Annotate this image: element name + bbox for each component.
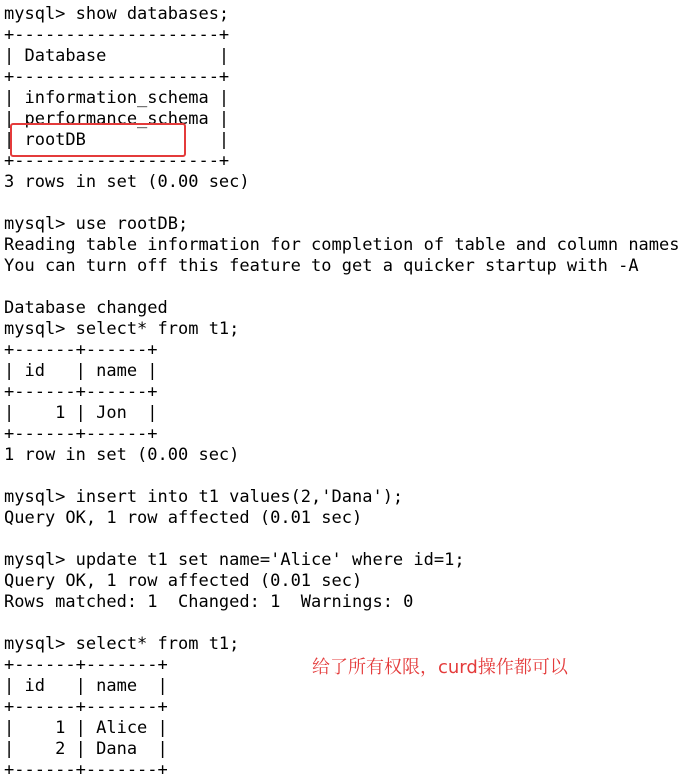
- terminal-line: [4, 613, 694, 634]
- terminal-line: | performance_schema |: [4, 109, 230, 129]
- terminal-line: +------+------+: [4, 382, 158, 402]
- terminal-line: +--------------------+: [4, 151, 230, 171]
- terminal-line: mysql> insert into t1 values(2,'Dana');: [4, 487, 404, 507]
- terminal-line: | 1 | Jon |: [4, 403, 158, 423]
- terminal-line: | id | name |: [4, 361, 158, 381]
- terminal-line: +------+------+: [4, 340, 158, 360]
- terminal-line: | information_schema |: [4, 88, 230, 108]
- terminal-line: mysql> show databases;: [4, 4, 230, 24]
- terminal-line: mysql> update t1 set name='Alice' where id=1;: [4, 550, 465, 570]
- terminal-line: 3 rows in set (0.00 sec): [4, 172, 250, 192]
- terminal-line: | 1 | Alice |: [4, 718, 168, 738]
- terminal-line: Reading table information for completion of table and column names: [4, 235, 680, 255]
- terminal-line: | 2 | Dana |: [4, 739, 168, 759]
- terminal-line: [4, 193, 694, 214]
- terminal-line: +--------------------+: [4, 25, 230, 45]
- terminal-line: You can turn off this feature to get a quicker startup with -A: [4, 256, 639, 276]
- terminal-line: | id | name |: [4, 676, 168, 696]
- annotation-note: 给了所有权限，curd操作都可以: [312, 657, 568, 678]
- terminal-line: mysql> use rootDB;: [4, 214, 189, 234]
- terminal-line: +--------------------+: [4, 67, 230, 87]
- terminal-line: Database changed: [4, 298, 168, 318]
- terminal-line: [4, 529, 694, 550]
- terminal-line: | Database |: [4, 46, 230, 66]
- rootdb-highlight-box: [10, 123, 186, 157]
- terminal-line: [4, 277, 694, 298]
- terminal-line: +------+------+: [4, 424, 158, 444]
- terminal-line: mysql> select* from t1;: [4, 634, 240, 654]
- terminal-line: +------+-------+: [4, 697, 168, 717]
- terminal-line: 1 row in set (0.00 sec): [4, 445, 240, 465]
- terminal-line: [4, 466, 694, 487]
- terminal-line: +------+-------+: [4, 655, 168, 675]
- terminal-line: Rows matched: 1 Changed: 1 Warnings: 0: [4, 592, 414, 612]
- terminal-line: Query OK, 1 row affected (0.01 sec): [4, 571, 363, 591]
- terminal-line: mysql> select* from t1;: [4, 319, 240, 339]
- terminal-line: +------+-------+: [4, 760, 168, 780]
- terminal-line: | rootDB |: [4, 130, 230, 150]
- terminal-line: Query OK, 1 row affected (0.01 sec): [4, 508, 363, 528]
